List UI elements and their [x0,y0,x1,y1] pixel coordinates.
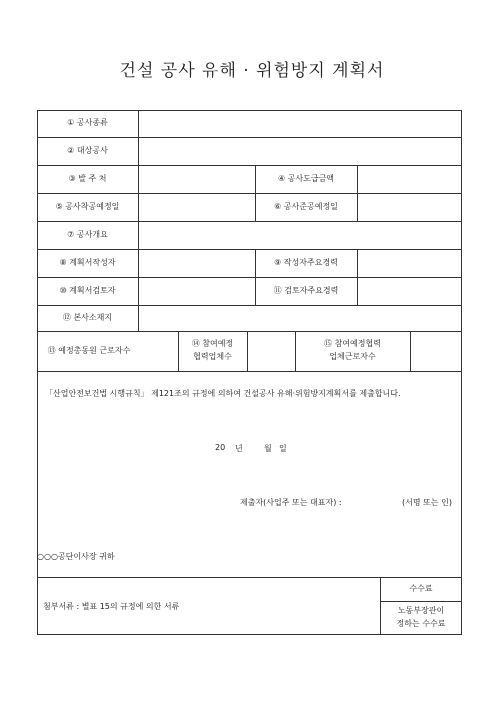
field-label-hq-address: ⑫ 본사소재지 [62,312,113,322]
field-label-partner-count [178,331,247,371]
work-type-field[interactable] [139,111,461,137]
author-career-field[interactable] [358,250,461,277]
field-label-plan-reviewer: ⑩ 계획서검토자 [59,285,116,295]
completion-date-field[interactable] [358,194,461,221]
plan-author-field[interactable] [139,250,255,277]
field-label-client: ③ 발 주 처 [68,173,107,183]
form-title: 건설 공사 유해 · 위험방지 계획서 [119,61,385,81]
recipient-label: ○○○공단이사장 귀하 [37,552,115,561]
submitter-field[interactable] [370,494,400,508]
contract-amount-field[interactable] [358,166,461,193]
total-workers-field[interactable] [141,332,178,371]
submission-statement: 「산업안전보건법 시행규칙」 제121조의 규정에 의하여 건설공사 유해·위험방지계획서를 제출합니다. [45,389,401,398]
date-month-field[interactable] [246,440,264,454]
fee-line2: 정하는 수수료 [396,619,446,628]
overview-field[interactable] [139,222,461,249]
start-date-field[interactable] [139,194,255,221]
date-year-prefix: 20 [215,443,226,452]
field-label-contract-amount: ④ 공사도급금액 [277,173,335,183]
field-label-start-date: ⑤ 공사착공예정일 [55,201,120,211]
row-divider [37,371,462,372]
plan-reviewer-field[interactable] [139,278,255,305]
date-year-unit: 년 [235,444,243,453]
fee-header: 수수료 [409,583,433,593]
field-label-overview: ⑦ 공사개요 [67,229,108,239]
partner-count-field[interactable] [248,332,295,371]
hq-address-field[interactable] [139,306,461,331]
field-label-target-work: ② 대상공사 [67,145,108,155]
field-label-author-career: ⑨ 작성자주요경력 [274,257,338,267]
target-work-field[interactable] [139,138,461,165]
signature-label: (서명 또는 인) [402,498,452,507]
reviewer-career-field[interactable] [358,278,461,305]
partner-workers-label-line2: 업체근로자수 [329,352,376,361]
field-label-partner-workers [295,331,410,371]
field-label-reviewer-career: ⑪ 검토자주요경력 [273,285,339,295]
partner-count-label-line2: 협력업체수 [193,352,232,361]
client-field[interactable] [139,166,255,193]
partner-workers-field[interactable] [411,332,461,371]
partner-count-label-line1: ⑭ 참여예정 [191,339,234,349]
date-day-unit: 일 [279,444,287,453]
date-month-unit: 월 [264,444,272,453]
field-label-completion-date: ⑥ 공사준공예정일 [274,201,338,211]
field-label-plan-author: ⑧ 계획서작성자 [59,257,116,267]
field-label-total-workers: ⑬ 예정총동원 근로자수 [47,345,131,355]
attachments-label: 첨부서류 : 별표 15의 규정에 의한 서류 [43,602,180,611]
fee-description [380,601,462,635]
field-label-work-type: ① 공사종류 [67,118,108,128]
submitter-label: 제출자(사업주 또는 대표자) : [240,498,342,507]
fee-line1: 노동부장관이 [397,606,445,616]
partner-workers-label-line1: ⑮ 참여예정협력 [324,339,381,349]
